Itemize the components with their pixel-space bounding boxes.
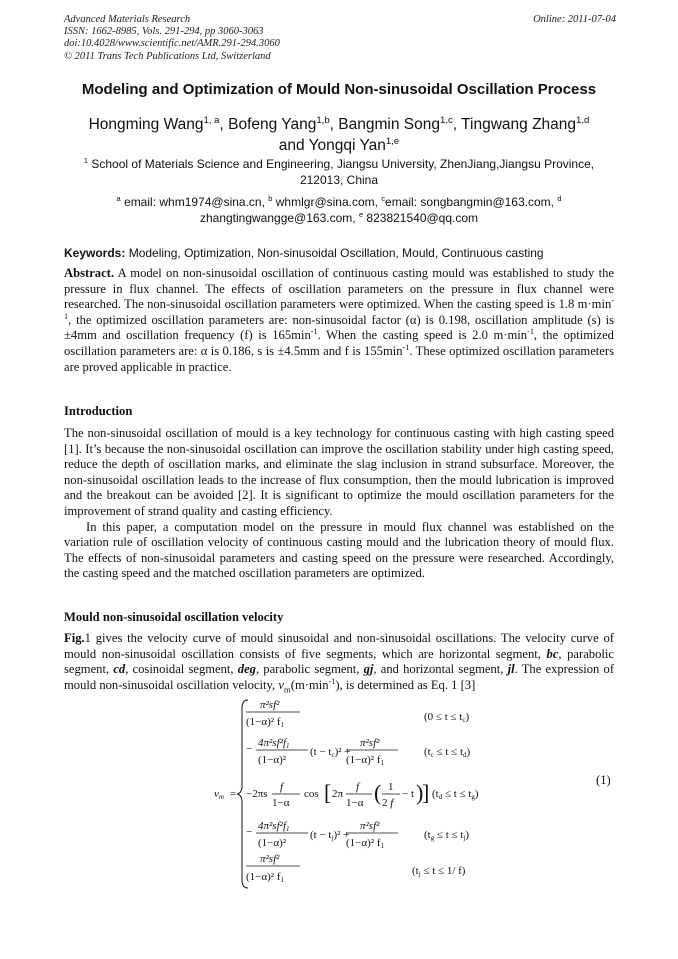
segment-label: cd [113,662,126,677]
svg-text:): ) [416,780,424,805]
paragraph-text: . The expression of mould non-sinusoidal oscillation velocity, [64,662,615,692]
keywords-text: Modeling, Optimization, Non-sinusoidal Oscillation, Mould, Continuous casting [128,246,544,260]
svg-text:4π²sf²f1: 4π²sf²f1 [258,820,290,833]
introduction-body [64,426,614,582]
exponent: -1 [310,327,318,337]
exponent: -1 [328,676,336,686]
author-affiliation-mark: 1, a [203,114,220,126]
svg-text:1−α: 1−α [272,797,290,809]
equation-row [246,820,469,850]
exponent: -1 [64,296,614,321]
author-list: Hongming Wang$^{1, a}$, Bofeng Yang$^{1,b}$, Bangmin Song$^{1,c}$, Tingwang Zhang$^{1,d}$ and Yongqi Yan$^{1,e}$ [88,114,590,154]
abstract-text: , the optimized oscillation parameters are: non-sinusoidal factor (α) is 0.198, oscillation amplitude (s) is ±4mm and oscillation frequency (f) is 165min [64,312,614,343]
paragraph-text: 1 gives the velocity curve of mould sinusoidal and non-sinusoidal oscillations. The velocity curve of mould non-sinusoidal oscillation consists of five segments, which are horizontal segment, [64,631,614,661]
abstract [64,266,614,375]
equation-row [246,699,469,729]
paragraph-text: ), is determined as Eq. 1 [3] [335,677,476,692]
affiliation [62,157,616,188]
svg-text:(1−α)² f1: (1−α)² f1 [346,837,385,850]
equation-lhs: vm [214,788,224,801]
exponent: -1 [527,327,534,337]
paragraph-text: (m·min [290,677,329,692]
author-name: Bangmin Song [338,116,440,133]
variable: v [278,677,284,692]
svg-text:4π²sf²f1: 4π²sf²f1 [258,737,290,750]
email-link[interactable]: zhangtingwangge@163.com, [199,210,356,225]
svg-text:2 f: 2 f [382,797,394,809]
section-heading-velocity: Mould non-sinusoidal oscillation velocity [64,610,284,624]
author-conjunction: and [278,137,305,154]
exponent: -1 [402,342,410,352]
online-date: Online: 2011-07-04 [533,14,616,25]
email-mark: d [557,194,562,203]
svg-text:π²sf²: π²sf² [260,853,280,865]
svg-text:π²sf²: π²sf² [260,699,280,711]
paragraph: The non-sinusoidal oscillation of mould is a key technology for continuous casting with high casting speed [1]. It’s because the non-sinusoidal oscillation can improve the oscillation stability under high casting speed, reduce the depth of oscillation marks, and eliminate the slag inclusion in strand subsurface. Moreover, the non-sinusoidal oscillation leads to the increase of flux consumption, then the mould lubrication is improved and the breakout can be avoided [2]. It is significant to optimize the mould oscillation parameters for the improvement of strand quality and casting efficiency. [64,426,614,518]
svg-text:=: = [230,788,237,800]
equation-condition: (tj ≤ t ≤ 1/ f) [412,865,466,878]
svg-text:f: f [280,781,284,793]
email-link[interactable]: 823821540@qq.com [366,210,479,225]
keywords [64,246,624,261]
equation-condition: (tg ≤ t ≤ tj) [424,829,470,842]
author-affiliation-mark: 1,d [576,114,590,126]
email-link[interactable]: whmlgr@sina.com, [275,195,378,209]
equation-row [246,737,471,767]
svg-text:− t: − t [402,788,415,800]
abstract-text: . These optimized oscillation parameters are proved applicable in practice. [64,343,614,374]
email-mark: b [268,194,273,203]
svg-text:f: f [356,781,360,793]
paragraph-text: , parabolic segment, [255,662,360,677]
keywords-label: Keywords: [64,246,126,260]
affiliation-line: 212013, China [299,172,379,187]
svg-text:(t − tj)² +: (t − tj)² + [310,829,350,842]
equation-condition: (0 ≤ t ≤ tc) [424,711,470,724]
author-name: Hongming Wang [88,116,204,133]
author-name: Bofeng Yang [228,116,317,133]
subscript: m [283,684,291,695]
svg-text:−: − [246,743,253,755]
journal-name: Advanced Materials Research [64,14,191,25]
affiliation-mark: 1 [83,156,89,165]
velocity-body [64,631,614,693]
svg-text:π²sf²: π²sf² [360,820,380,832]
email-mark: c [381,194,386,203]
svg-text:(1−α)² f1: (1−α)² f1 [346,754,385,767]
email-link[interactable]: email: whm1974@sina.cn, [124,195,265,209]
paper-title: Modeling and Optimization of Mould Non-sinusoidal Oscillation Process [81,81,597,98]
svg-text:]: ] [422,780,430,805]
svg-text:(: ( [374,780,382,805]
doi: doi:10.4028/www.scientific.net/AMR.291-294.3060 [64,38,280,50]
affiliation-line: School of Materials Science and Engineering, Jiangsu University, ZhenJiang,Jiangsu Province, [91,157,595,171]
svg-text:(1−α)² f1: (1−α)² f1 [246,716,285,729]
author-name: Yongqi Yan [308,137,386,154]
svg-text:−: − [246,826,253,838]
paragraph-text: , cosinoidal segment, [125,662,234,677]
abstract-text: A model on non-sinusoidal oscillation of continuous casting mould was established to study the pressure in flux channel. The effects of oscillation parameters on the pressure in flux channel were researched. The non-sinusoidal oscillation parameters were optimized. When the casting speed is 1.8 m·min [64,266,614,312]
segment-label: deg [237,662,256,677]
svg-text:2π: 2π [332,788,344,800]
equation-condition: (td ≤ t ≤ tg) [432,788,479,801]
segment-label: bc [546,646,559,661]
author-affiliation-mark: 1,b [316,114,330,126]
copyright: © 2011 Trans Tech Publications Ltd, Switzerland [64,50,271,62]
svg-text:cos: cos [304,788,319,800]
paragraph: In this paper, a computation model on the pressure in mould flux channel was established on the variation rule of oscillation velocity of continuous casting mould and the lubrication theory of mould flux. The effects of non-sinusoidal parameters and casting speed on the pressure were researched. Accordingly, the casting speed and the matched oscillation parameters are optimized. [64,519,614,581]
svg-text:π²sf²: π²sf² [360,737,380,749]
svg-text:[: [ [324,780,332,805]
author-emails [62,195,616,226]
svg-text:(1−α)²: (1−α)² [258,837,287,849]
svg-text:−2πs: −2πs [246,788,268,800]
figure-ref[interactable]: Fig. [64,631,85,645]
author-affiliation-mark: 1,c [439,114,453,126]
svg-text:(1−α)² f1: (1−α)² f1 [246,871,285,884]
equation-number: (1) [596,773,611,787]
equation-1 [200,696,620,891]
email-mark: e [358,209,364,219]
email-mark: a [116,194,121,203]
issn: ISSN: 1662-8985, Vols. 291-294, pp 3060-3063 [64,26,264,38]
svg-text:1: 1 [388,781,394,793]
svg-text:(1−α)²: (1−α)² [258,754,287,766]
segment-label: jl [507,662,515,677]
journal-header [64,14,616,63]
author-name: Tingwang Zhang [461,116,577,133]
author-affiliation-mark: 1,e [385,135,400,147]
section-heading-introduction: Introduction [64,404,133,418]
abstract-text: , the optimized oscillation parameters are: α is 0.186, s is ±4.5mm and f is 155min [64,328,614,358]
email-link[interactable]: email: songbangmin@163.com, [385,195,554,209]
equation-row [246,780,479,809]
paragraph-text: , and horizontal segment, [373,662,504,677]
svg-text:1−α: 1−α [346,797,364,809]
paragraph-text: , parabolic segment, [64,646,614,677]
equation-row [246,853,466,884]
equation-condition: (tc ≤ t ≤ td) [424,746,471,759]
segment-label: gj [363,662,374,677]
svg-text:(t − tc)² +: (t − tc)² + [310,746,351,759]
abstract-label: Abstract. [64,266,115,280]
abstract-text: . When the casting speed is 2.0 m·min [317,328,528,343]
